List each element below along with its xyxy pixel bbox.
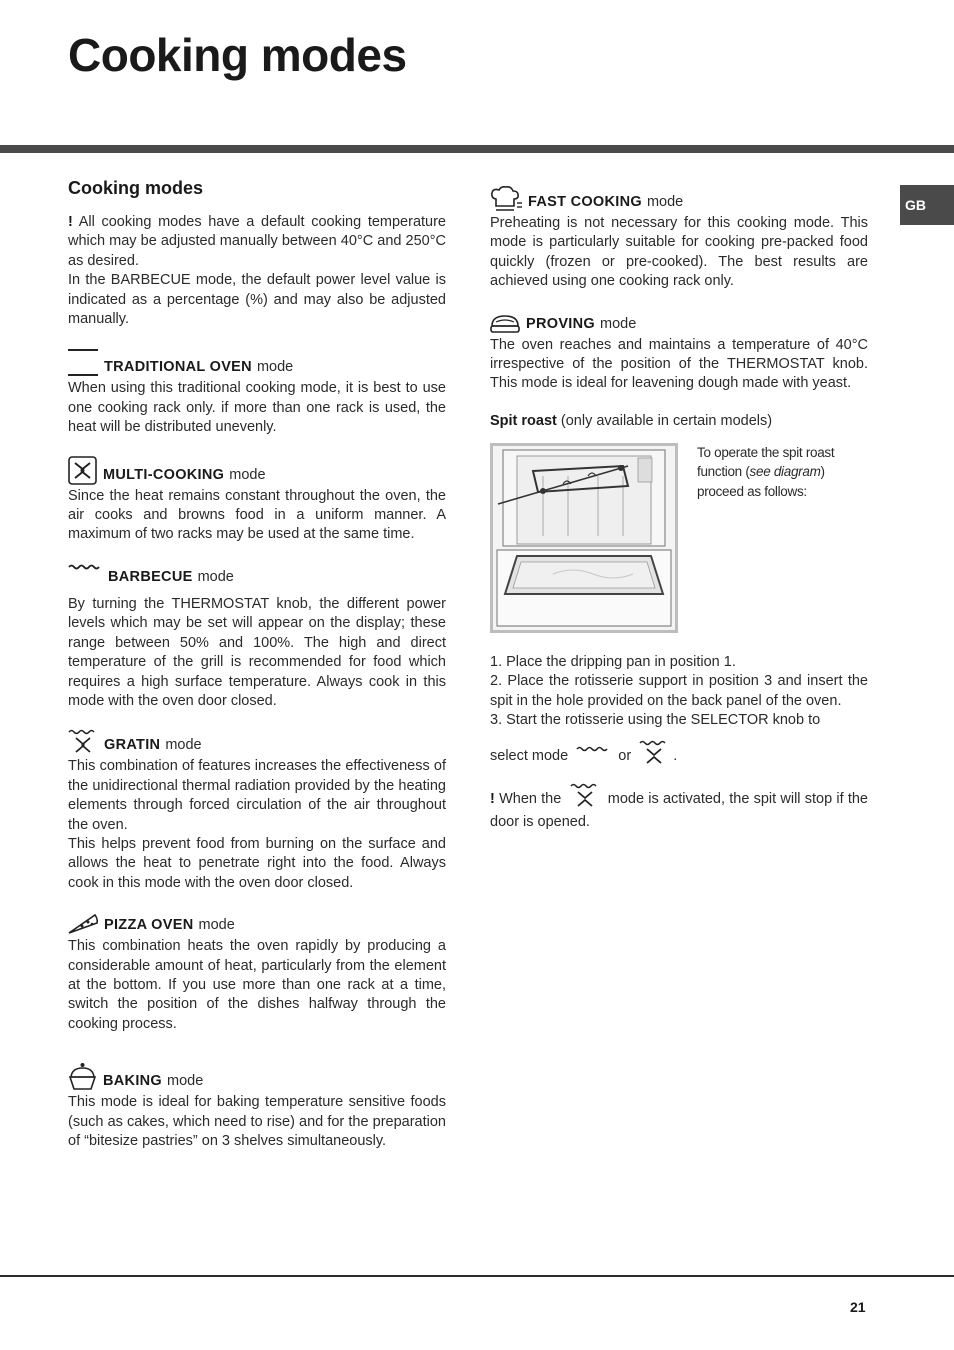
fast-cooking-chef-hat-icon (490, 186, 522, 212)
diagram-caption: To operate the spit roast function (see diagram) proceed as follows: (697, 444, 835, 499)
page-title: Cooking modes (68, 29, 407, 81)
mode-description-2: This helps prevent food from burning on the surface and allows the heat to penetrate right into the food. Always cook in this mode with the oven door closed. (68, 835, 446, 891)
mode-baking: BAKING mode This mode is ideal for baking temperature sensitive foods (such as cakes, which need to rise) and for the preparation of “bitesize pastries” on 3 shelves simultaneously. (68, 1062, 446, 1151)
mode-name: BAKING (103, 1073, 162, 1090)
step-3-continued: select mode or . (490, 740, 868, 770)
proving-dough-icon (490, 314, 520, 334)
gratin-icon (68, 729, 98, 755)
multi-cooking-fan-icon (68, 456, 97, 485)
mode-pizza-oven: PIZZA OVEN mode This combination heats the oven rapidly by producing a considerable amount of heat, particularly from the element at the bottom. If you use more than one rack at a time, switch the position of the dishes halfway through the cooking process. (68, 911, 446, 1034)
mode-gratin: GRATIN mode This combination of features increases the effectiveness of the unidirectional thermal radiation provided by the heating elements through forced circulation of the air throughout the oven. This helps prevent food from burning on the surface and allows the heat to penetrate right into the food. Always cook in this mode with the oven door closed. (68, 729, 446, 893)
left-column (68, 178, 446, 1169)
mode-name: TRADITIONAL OVEN (104, 359, 252, 376)
pizza-oven-icon (68, 911, 98, 935)
mode-name: GRATIN (104, 737, 161, 754)
mode-name: PIZZA OVEN (104, 917, 194, 934)
spit-warning: ! When the mode is activated, the spit will stop if the door is opened. (490, 783, 868, 833)
spit-roast-diagram (490, 443, 678, 633)
mode-description: When using this traditional cooking mode, it is best to use one cooking rack only. if more than one rack is used, the heat will be distributed unevenly. (68, 380, 446, 436)
mode-multi-cooking: MULTI-COOKING mode Since the heat remains constant throughout the oven, the air cooks and browns food in a uniform manner. A maximum of two racks may be used at the same time. (68, 456, 446, 545)
bottom-divider (0, 1275, 954, 1277)
note-mark: ! (68, 214, 73, 230)
top-divider (0, 145, 954, 153)
gratin-icon (570, 783, 600, 813)
mode-name: MULTI-COOKING (103, 466, 225, 483)
step-1: 1. Place the dripping pan in position 1. (490, 653, 736, 670)
mode-name: BARBECUE (108, 568, 193, 585)
mode-description: By turning the THERMOSTAT knob, the different power levels which may be set will appear on the display; these range between 50% and 100%. The high and direct temperature of the grill is recommended for food which requires a high surface temperature. Always cook in this mode with the oven door closed. (68, 595, 446, 709)
mode-description: Preheating is not necessary for this cooking mode. This mode is particularly suitable for cooking pre-packed food quickly (frozen or pre-cooked). The best results are achieved using one cooking rack only. (490, 215, 868, 290)
mode-barbecue: BARBECUE mode By turning the THERMOSTAT knob, the different power levels which may be set will appear on the display; these range between 50% and 100%. The high and direct temperature of the grill is recommended for food which requires a high surface temperature. Always cook in this mode with the oven door closed. (68, 563, 446, 711)
barbecue-grill-icon (68, 563, 102, 587)
spit-roast-heading: Spit roast (only available in certain models) (490, 412, 773, 429)
mode-description: This combination heats the oven rapidly by producing a considerable amount of heat, particularly from the element at the bottom. If you use more than one rack at a time, switch the position of the dishes halfway through the cooking process. (68, 938, 446, 1032)
mode-fast-cooking: FAST COOKING mode Preheating is not necessary for this cooking mode. This mode is particularly suitable for cooking pre-packed food quickly (frozen or pre-cooked). The best results are achieved using one cooking rack only. (490, 186, 868, 292)
mode-proving: PROVING mode The oven reaches and maintains a temperature of 40°C irrespective of the position of the THERMOSTAT knob. This mode is ideal for leavening dough made with yeast. (490, 314, 868, 394)
barbecue-grill-icon (576, 746, 610, 770)
note-text-1: All cooking modes have a default cooking temperature which may be adjusted manually between 40°C and 250°C as desired. (68, 214, 446, 269)
step-3: 3. Start the rotisserie using the SELECTOR knob to (490, 712, 821, 729)
baking-cake-icon (68, 1062, 97, 1091)
traditional-oven-icon (68, 347, 98, 377)
mode-traditional-oven: TRADITIONAL OVEN mode When using this traditional cooking mode, it is best to use one cooking rack only. if more than one rack is used, the heat will be distributed unevenly. (68, 347, 446, 437)
mode-name: FAST COOKING (528, 194, 642, 210)
mode-description: This combination of features increases the effectiveness of the unidirectional thermal radiation provided by the heating elements through forced circulation of the air throughout the oven. (68, 758, 446, 833)
mode-description: The oven reaches and maintains a temperature of 40°C irrespective of the position of the THERMOSTAT knob. This mode is ideal for leavening dough made with yeast. (490, 336, 868, 392)
page-number: 21 (850, 1299, 866, 1315)
spit-roast-figure (490, 443, 868, 653)
language-tab: GB (900, 185, 954, 225)
note-text-2: In the BARBECUE mode, the default power level value is indicated as a percentage (%) and may also be adjusted manually. (68, 272, 446, 328)
step-2: 2. Place the rotisserie support in position 3 and insert the spit in the hole provided on the back panel of the oven. (490, 673, 868, 709)
mode-description: This mode is ideal for baking temperature sensitive foods (such as cakes, which need to rise) and for the preparation of “bitesize pastries” on 3 shelves simultaneously. (68, 1094, 446, 1149)
right-column (490, 186, 868, 833)
section-heading: Cooking modes (68, 178, 204, 198)
mode-description: Since the heat remains constant throughout the oven, the air cooks and browns food in a uniform manner. A maximum of two racks may be used at the same time. (68, 487, 446, 543)
default-temperature-note (68, 213, 446, 329)
spit-roast-steps (490, 653, 868, 833)
mode-name: PROVING (526, 315, 595, 332)
gratin-icon (639, 740, 669, 770)
